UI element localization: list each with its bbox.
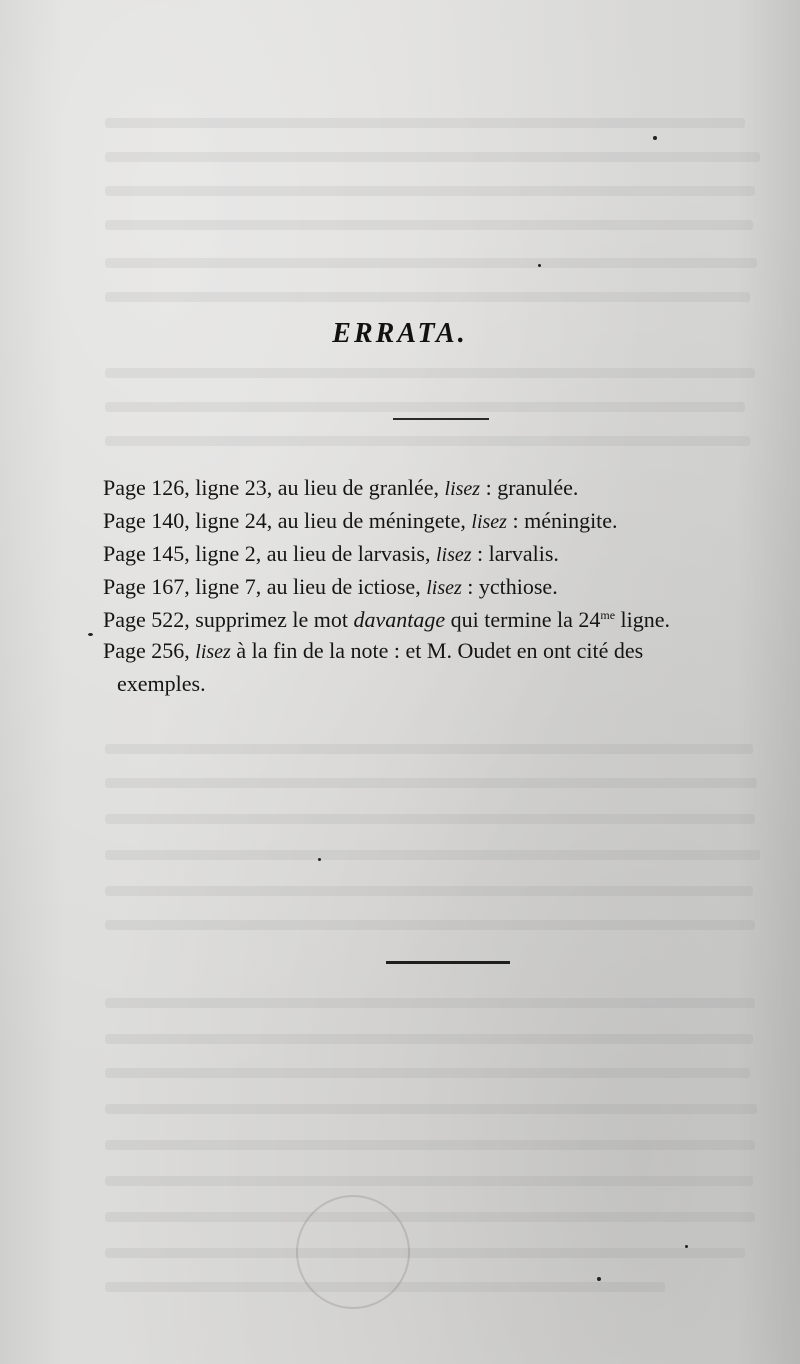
closing-divider: [386, 961, 510, 964]
page-title: ERRATA.: [332, 318, 468, 349]
errata-entry: [103, 472, 783, 505]
ink-speck: [538, 264, 541, 267]
entry-correction: : ycthiose.: [467, 574, 558, 599]
errata-entry: [103, 505, 783, 538]
lisez-label: lisez: [471, 511, 507, 533]
entry-text-suffix: ligne.: [620, 607, 671, 632]
errata-entry: [103, 538, 783, 571]
entry-text: Page 256,: [103, 638, 190, 663]
entry-text-middle: qui termine la 24: [450, 607, 601, 632]
entry-text: Page 167, ligne 7, au lieu de ictiose,: [103, 574, 421, 599]
ink-speck: [653, 136, 657, 140]
entry-text-rest: à la fin de la note : et M. Oudet en ont cité des: [236, 638, 644, 663]
ink-speck: [318, 858, 321, 861]
entry-correction: : granulée.: [485, 475, 579, 500]
ink-speck: [597, 1277, 601, 1281]
italic-word: davantage: [353, 607, 446, 632]
entry-continuation-text: exemples.: [117, 671, 206, 696]
ink-speck: [685, 1245, 688, 1248]
errata-entry: [103, 571, 783, 604]
entry-text: Page 145, ligne 2, au lieu de larvasis,: [103, 541, 431, 566]
lisez-label: lisez: [435, 544, 472, 566]
entry-text: Page 140, ligne 24, au lieu de méningete,: [103, 508, 466, 533]
errata-list: [103, 472, 783, 699]
errata-entry-continuation: [103, 668, 783, 699]
entry-correction: : méningite.: [512, 508, 618, 533]
lisez-label: lisez: [426, 577, 462, 599]
entry-text: Page 126, ligne 23, au lieu de granlée,: [103, 475, 440, 500]
ordinal-superscript: me: [600, 608, 616, 622]
faded-library-stamp: [296, 1195, 410, 1309]
entry-correction: : larvalis.: [477, 541, 559, 566]
errata-entry: [103, 635, 783, 668]
lisez-label: lisez: [195, 641, 231, 663]
errata-entry: [103, 604, 783, 635]
entry-text: Page 522, supprimez le mot: [103, 607, 349, 632]
title-divider: [393, 418, 489, 420]
lisez-label: lisez: [444, 478, 481, 500]
ink-speck: [88, 633, 93, 636]
